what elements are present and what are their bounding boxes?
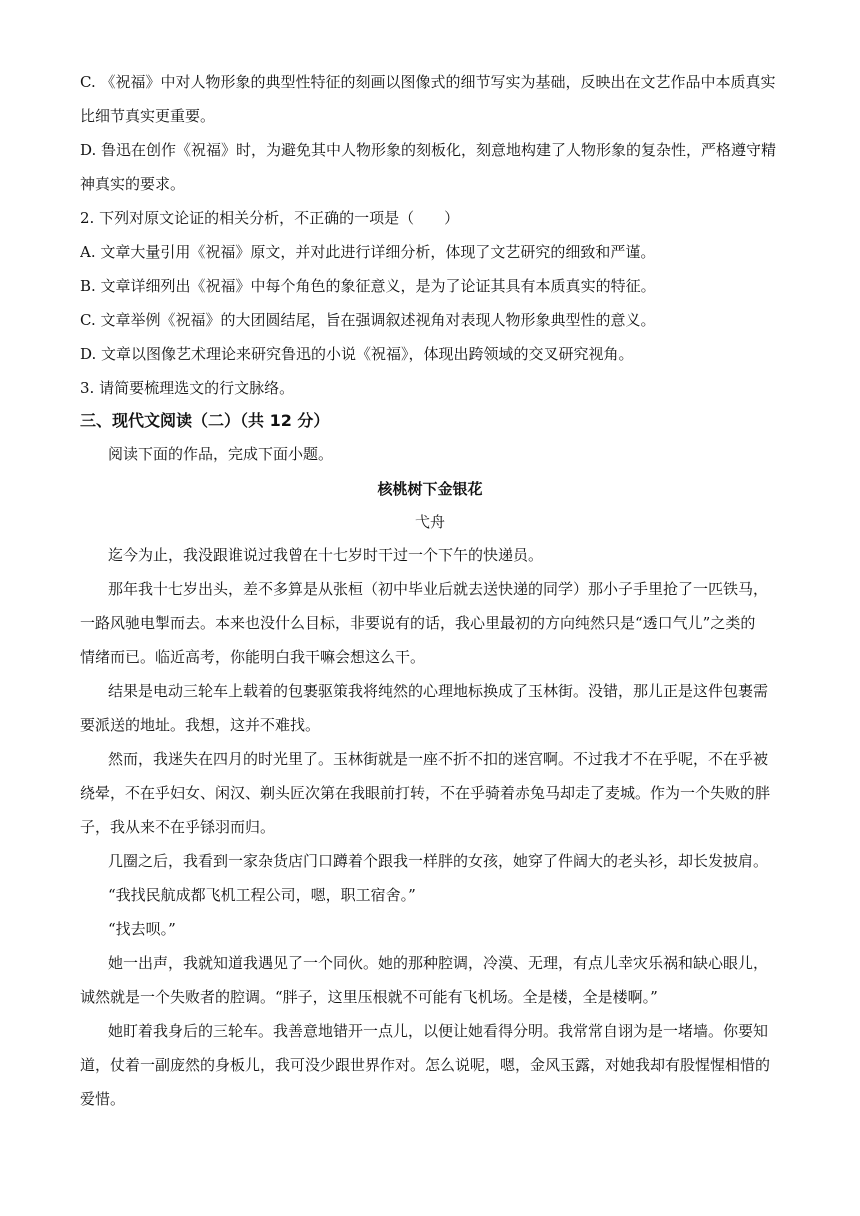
question-2-option-a: A. 文章大量引用《祝福》原文，并对此进行详细分析，体现了文艺研究的细致和严谨。 bbox=[80, 243, 656, 261]
story-paragraph-9-line-2: 道，仗着一副庞然的身板儿，我可没少跟世界作对。怎么说呢，嗯，金风玉露，对她我却有股惺惺相惜的 bbox=[80, 1056, 771, 1074]
story-dialogue-1: “我找民航成都飞机工程公司，嗯，职工宿舍。” bbox=[108, 886, 416, 904]
story-paragraph-9-line-1: 她盯着我身后的三轮车。我善意地错开一点儿，以便让她看得分明。我常常自诩为是一堵墙。你要知 bbox=[108, 1022, 769, 1040]
story-author: 弋舟 bbox=[414, 513, 445, 531]
option-d-line-2: 神真实的要求。 bbox=[80, 175, 186, 193]
story-paragraph-8-line-2: 诚然就是一个失败者的腔调。“胖子，这里压根就不可能有飞机场。全是楼，全是楼啊。” bbox=[80, 988, 658, 1006]
story-paragraph-9-line-3: 爱惜。 bbox=[80, 1090, 126, 1108]
story-paragraph-4-line-3: 子，我从来不在乎铩羽而归。 bbox=[80, 818, 276, 836]
story-paragraph-3-line-2: 要派送的地址。我想，这并不难找。 bbox=[80, 716, 321, 734]
story-paragraph-5: 几圈之后，我看到一家杂货店门口蹲着个跟我一样胖的女孩，她穿了件阔大的老头衫，却长发披肩。 bbox=[108, 852, 769, 870]
question-2: 2. 下列对原文论证的相关分析，不正确的一项是（ ） bbox=[80, 209, 460, 227]
story-paragraph-3-line-1: 结果是电动三轮车上载着的包裹驱策我将纯然的心理地标换成了玉林街。没错，那儿正是这件包裹需 bbox=[108, 682, 769, 700]
option-c-line-1: C. 《祝福》中对人物形象的典型性特征的刻画以图像式的细节写实为基础，反映出在文艺作品中本质真实 bbox=[80, 73, 776, 91]
question-3: 3. 请简要梳理选文的行文脉络。 bbox=[80, 379, 295, 397]
option-d-line-1: D. 鲁迅在创作《祝福》时，为避免其中人物形象的刻板化，刻意地构建了人物形象的复杂性，严格遵守精 bbox=[80, 141, 777, 159]
story-paragraph-1: 迄今为止，我没跟谁说过我曾在十七岁时干过一个下午的快递员。 bbox=[108, 546, 544, 564]
story-paragraph-2-line-2: 一路风驰电掣而去。本来也没什么目标，非要说有的话，我心里最初的方向纯然只是“透口气儿”之类的 bbox=[80, 614, 756, 632]
question-2-option-b: B. 文章详细列出《祝福》中每个角色的象征意义，是为了论证其具有本质真实的特征。 bbox=[80, 277, 656, 295]
section-heading: 三、现代文阅读（二）（共 12 分） bbox=[80, 411, 330, 430]
story-title: 核桃树下金银花 bbox=[377, 480, 483, 498]
story-paragraph-2-line-3: 情绪而已。临近高考，你能明白我干嘛会想这么干。 bbox=[80, 648, 426, 666]
question-2-option-c: C. 文章举例《祝福》的大团圆结尾，旨在强调叙述视角对表现人物形象典型性的意义。 bbox=[80, 311, 656, 329]
option-c-line-2: 比细节真实更重要。 bbox=[80, 107, 216, 125]
story-paragraph-2-line-1: 那年我十七岁出头，差不多算是从张桓（初中毕业后就去送快递的同学）那小子手里抢了一匹铁马， bbox=[108, 580, 769, 598]
question-2-option-d: D. 文章以图像艺术理论来研究鲁迅的小说《祝福》，体现出跨领域的交叉研究视角。 bbox=[80, 345, 634, 363]
section-instruction: 阅读下面的作品，完成下面小题。 bbox=[108, 445, 334, 463]
story-paragraph-4-line-2: 绕晕，不在乎妇女、闲汉、剃头匠次第在我眼前打转，不在乎骑着赤兔马却走了麦城。作为一个失败的胖 bbox=[80, 784, 771, 802]
story-dialogue-2: “找去呗。” bbox=[108, 920, 176, 938]
story-paragraph-4-line-1: 然而，我迷失在四月的时光里了。玉林街就是一座不折不扣的迷宫啊。不过我才不在乎呢，不在乎被 bbox=[108, 750, 769, 768]
story-paragraph-8-line-1: 她一出声，我就知道我遇见了一个同伙。她的那种腔调，冷漠、无理，有点儿幸灾乐祸和缺心眼儿， bbox=[108, 954, 769, 972]
